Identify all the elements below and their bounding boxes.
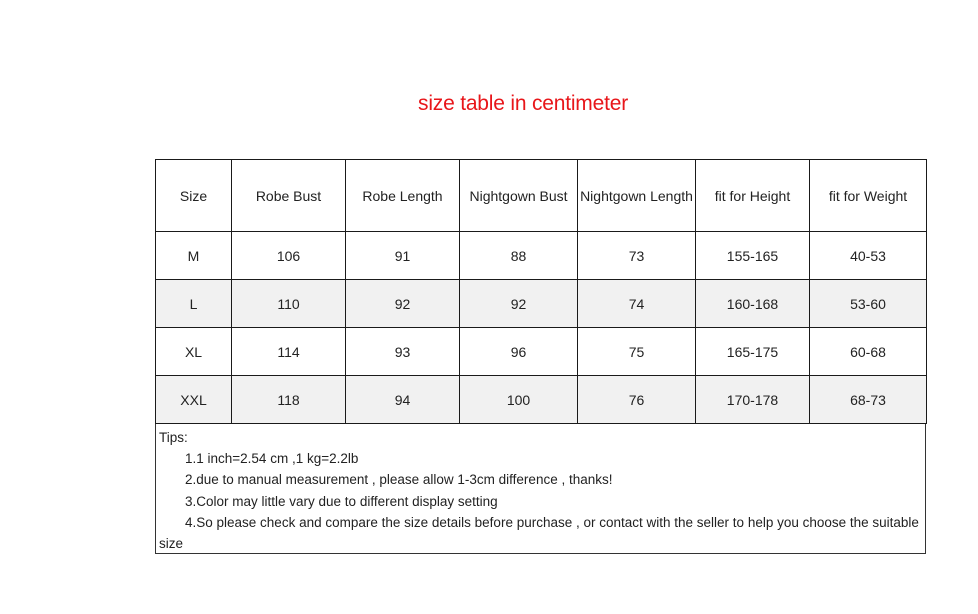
table-cell: 91 [346, 232, 460, 280]
header-nightgown-bust: Nightgown Bust [460, 160, 578, 232]
page-title: size table in centimeter [418, 92, 628, 115]
header-row [156, 160, 927, 232]
table-cell: 165-175 [696, 328, 810, 376]
table-cell: 110 [232, 280, 346, 328]
size-table [155, 159, 927, 424]
table-cell: 114 [232, 328, 346, 376]
table-cell: 75 [578, 328, 696, 376]
tip-item: 4.So please check and compare the size details before purchase , or contact with the seller to help you choose the suitable size [159, 514, 919, 552]
table-cell: 94 [346, 376, 460, 424]
table-cell: XXL [156, 376, 232, 424]
table-row [156, 376, 927, 424]
table-cell: 118 [232, 376, 346, 424]
header-nightgown-length: Nightgown Length [578, 160, 696, 232]
table-cell: 155-165 [696, 232, 810, 280]
header-robe-length: Robe Length [346, 160, 460, 232]
table-row [156, 232, 927, 280]
table-cell: M [156, 232, 232, 280]
table-cell: 73 [578, 232, 696, 280]
header-size: Size [156, 160, 232, 232]
table-row [156, 280, 927, 328]
header-fit-height: fit for Height [696, 160, 810, 232]
table-row [156, 328, 927, 376]
table-cell: 100 [460, 376, 578, 424]
table-cell: 53-60 [810, 280, 927, 328]
table-cell: 170-178 [696, 376, 810, 424]
tips-box [155, 424, 926, 554]
header-robe-bust: Robe Bust [232, 160, 346, 232]
tips-heading: Tips: [159, 430, 188, 445]
table-cell: 92 [346, 280, 460, 328]
tip-item: 1.1 inch=2.54 cm ,1 kg=2.2lb [185, 451, 359, 467]
table-cell: 88 [460, 232, 578, 280]
table-cell: 40-53 [810, 232, 927, 280]
tip-item: 2.due to manual measurement , please allow 1-3cm difference , thanks! [185, 472, 613, 488]
tip-item: 3.Color may little vary due to different display setting [185, 493, 498, 509]
table-cell: 92 [460, 280, 578, 328]
table-cell: 68-73 [810, 376, 927, 424]
table-cell: XL [156, 328, 232, 376]
table-cell: L [156, 280, 232, 328]
table-cell: 60-68 [810, 328, 927, 376]
table-cell: 96 [460, 328, 578, 376]
table-cell: 93 [346, 328, 460, 376]
table-cell: 106 [232, 232, 346, 280]
table-cell: 160-168 [696, 280, 810, 328]
table-cell: 74 [578, 280, 696, 328]
header-fit-weight: fit for Weight [810, 160, 927, 232]
table-cell: 76 [578, 376, 696, 424]
